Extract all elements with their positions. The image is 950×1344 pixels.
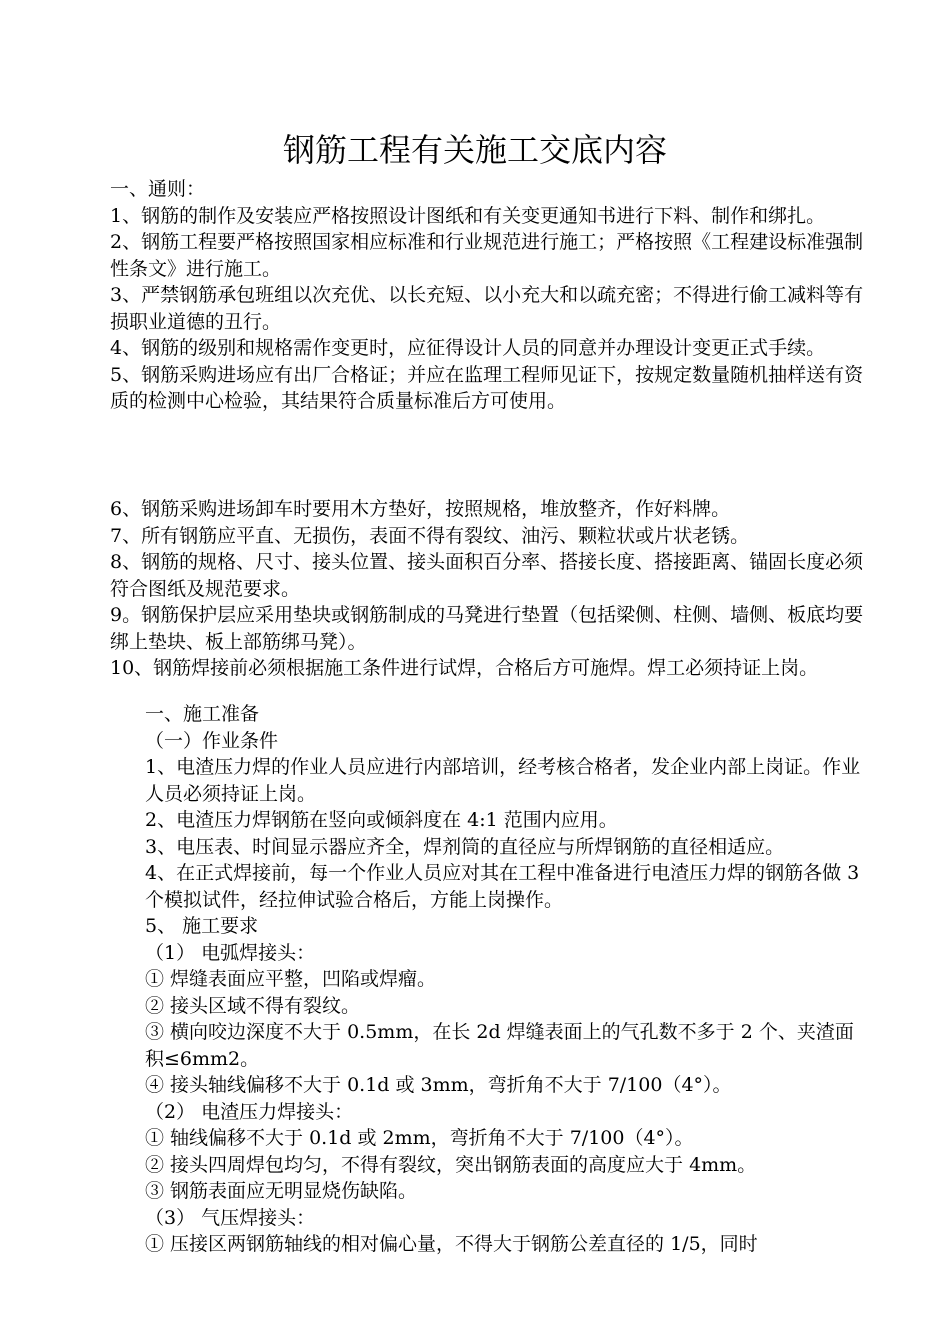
general-item-10: 10、钢筋焊接前必须根据施工条件进行试焊，合格后方可施焊。焊工必须持证上岗。 [110, 657, 819, 679]
prep-section [145, 701, 865, 1258]
general-item-9: 9。钢筋保护层应采用垫块或钢筋制成的马凳进行垫置（包括梁侧、柱侧、墙侧、板底均要绑上垫块、板上部筋绑马凳）。 [110, 604, 864, 653]
prep-item-4: 4、在正式焊接前，每一个作业人员应对其在工程中准备进行电渣压力焊的钢筋各做 3 个模拟试件，经拉伸试验合格后，方能上岗操作。 [145, 862, 860, 911]
arc-weld-item-4: ④ 接头轴线偏移不大于 0.1d 或 3mm，弯折角不大于 7/100（4°）。 [145, 1074, 732, 1096]
arc-weld-heading: （1） 电弧焊接头： [145, 941, 316, 964]
general-item-2: 2、钢筋工程要严格按照国家相应标准和行业规范进行施工；严格按照《工程建设标准强制性条文》进行施工。 [110, 231, 864, 280]
prep-heading: 一、施工准备 [145, 703, 260, 725]
arc-weld-item-2: ② 接头区域不得有裂纹。 [145, 994, 361, 1017]
prep-item-1: 1、电渣压力焊的作业人员应进行内部培训，经考核合格者，发企业内部上岗证。作业人员必须持证上岗。 [145, 756, 861, 805]
electroslag-item-1: ① 轴线偏移不大于 0.1d 或 2mm，弯折角不大于 7/100（4°）。 [145, 1127, 694, 1149]
general-section-continued [110, 496, 865, 682]
requirements-heading: 5、 施工要求 [145, 915, 259, 937]
general-item-4: 4、钢筋的级别和规格需作变更时，应征得设计人员的同意并办理设计变更正式手续。 [110, 337, 826, 359]
general-section [110, 176, 865, 415]
general-item-7: 7、所有钢筋应平直、无损伤，表面不得有裂纹、油污、颗粒状或片状老锈。 [110, 524, 750, 547]
prep-item-3: 3、电压表、时间显示器应齐全，焊剂筒的直径应与所焊钢筋的直径相适应。 [145, 835, 785, 858]
prep-item-2: 2、电渣压力焊钢筋在竖向或倾斜度在 4:1 范围内应用。 [145, 809, 618, 831]
general-item-6: 6、钢筋采购进场卸车时要用木方垫好，按照规格，堆放整齐，作好料牌。 [110, 498, 731, 520]
general-item-5: 5、钢筋采购进场应有出厂合格证；并应在监理工程师见证下，按规定数量随机抽样送有资质的检测中心检验，其结果符合质量标准后方可使用。 [110, 363, 864, 412]
prep-subheading: （一）作业条件 [145, 729, 279, 752]
general-item-3: 3、严禁钢筋承包班组以次充优、以长充短、以小充大和以疏充密；不得进行偷工减料等有损职业道德的丑行。 [110, 284, 864, 333]
gas-weld-heading: （3） 气压焊接头： [145, 1206, 316, 1229]
general-item-8: 8、钢筋的规格、尺寸、接头位置、接头面积百分率、搭接长度、搭接距离、锚固长度必须符合图纸及规范要求。 [110, 551, 864, 600]
general-item-1: 1、钢筋的制作及安装应严格按照设计图纸和有关变更通知书进行下料、制作和绑扎。 [110, 204, 826, 227]
document-title: 钢筋工程有关施工交底内容 [282, 131, 667, 169]
electroslag-heading: （2） 电渣压力焊接头： [145, 1100, 354, 1123]
gas-weld-item-1: ① 压接区两钢筋轴线的相对偏心量，不得大于钢筋公差直径的 1/5，同时 [145, 1233, 758, 1255]
electroslag-item-2: ② 接头四周焊包均匀，不得有裂纹，突出钢筋表面的高度应大于 4mm。 [145, 1153, 757, 1176]
general-heading: 一、通则： [110, 178, 206, 200]
arc-weld-item-1: ① 焊缝表面应平整，凹陷或焊瘤。 [145, 968, 437, 990]
arc-weld-item-3: ③ 横向咬边深度不大于 0.5mm，在长 2d 焊缝表面上的气孔数不多于 2 个、夹渣面积≤6mm2。 [145, 1021, 854, 1070]
electroslag-item-3: ③ 钢筋表面应无明显烧伤缺陷。 [145, 1180, 418, 1202]
